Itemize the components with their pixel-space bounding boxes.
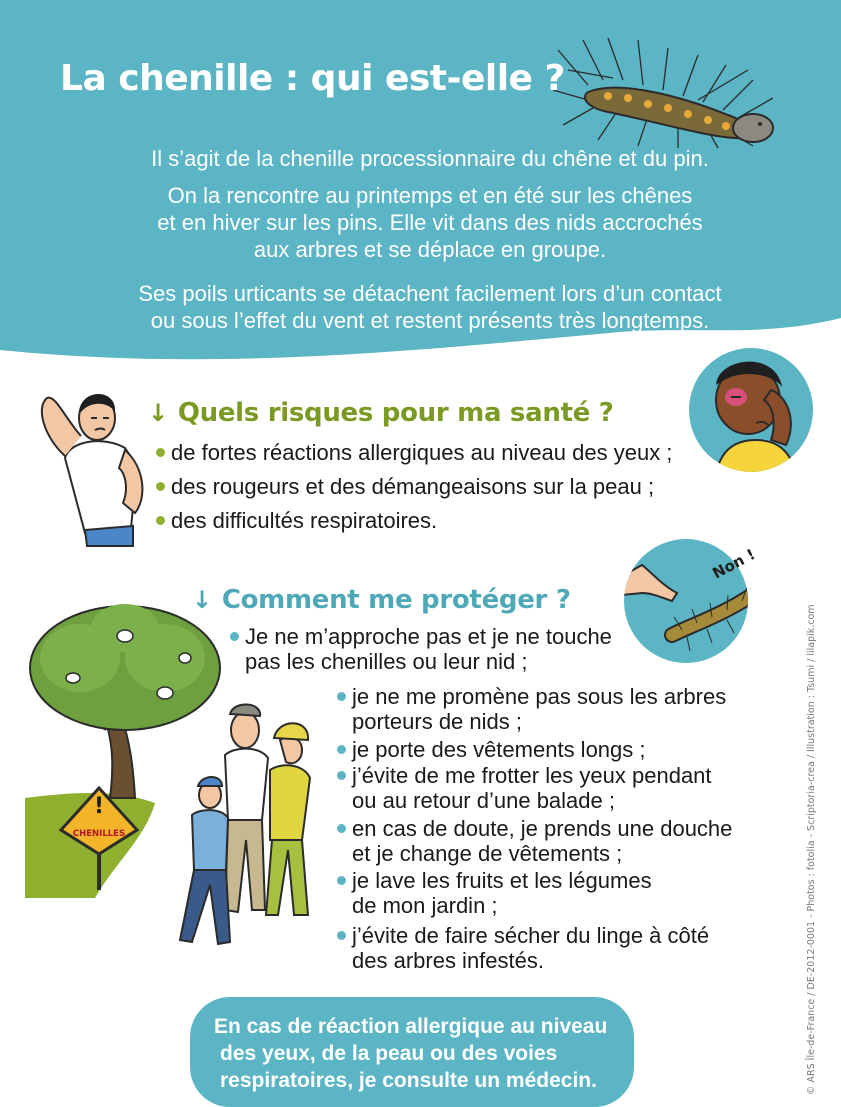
caterpillar-illustration [548, 30, 784, 150]
protection-heading [192, 585, 571, 615]
list-item-text: pas les chenilles ou leur nid ; [245, 649, 528, 674]
bullet-icon [337, 745, 346, 754]
protection-heading-text: Comment me protéger ? [221, 585, 571, 615]
list-item [337, 923, 709, 973]
intro-line: Ses poils urticants se détachent facilement lors d’un contact [138, 281, 722, 306]
list-item-text: je lave les fruits et les légumes [352, 868, 652, 893]
list-item-text: j’évite de faire sécher du linge à côté [352, 923, 710, 948]
intro-line: ou sous l’effet du vent et restent présents très longtemps. [150, 308, 710, 333]
list-item [156, 508, 672, 533]
footer-line: des yeux, de la peau ou des voies [220, 1042, 558, 1065]
list-item-text: j’évite de me frotter les yeux pendant [352, 763, 712, 788]
list-item-text: je ne me promène pas sous les arbres [352, 684, 727, 709]
intro-line: et en hiver sur les pins. Elle vit dans des nids accrochés [157, 210, 703, 235]
walking-family-illustration [170, 700, 340, 950]
risks-list [156, 440, 672, 533]
bullet-icon [337, 876, 346, 885]
risks-heading [148, 398, 614, 428]
bullet-icon [156, 448, 165, 457]
bullet-icon [337, 771, 346, 780]
exclamation-icon: ! [93, 794, 105, 819]
page-title: La chenille : qui est-elle ? [60, 58, 565, 99]
list-item [337, 763, 712, 813]
list-item-text: en cas de doute, je prends une douche [352, 816, 733, 841]
risks-heading-text: Quels risques pour ma santé ? [177, 398, 614, 428]
list-item-text: de fortes réactions allergiques au niveau des yeux ; [171, 440, 673, 465]
intro-line: On la rencontre au printemps et en été sur les chênes [167, 183, 693, 208]
footer-callout-text [214, 1013, 607, 1094]
list-item-text: porteurs de nids ; [352, 709, 522, 734]
list-item-text: des difficultés respiratoires. [171, 508, 438, 533]
list-item [156, 440, 672, 465]
list-item-text: ou au retour d’une balade ; [352, 788, 615, 813]
arrow-down-icon: ↓ [192, 586, 212, 614]
bullet-icon [156, 482, 165, 491]
list-item [337, 868, 652, 918]
bullet-icon [337, 692, 346, 701]
list-item [156, 474, 672, 499]
list-item-text: de mon jardin ; [352, 893, 498, 918]
footer-line: En cas de réaction allergique au niveau [214, 1015, 608, 1038]
list-item-text: des arbres infestés. [352, 948, 544, 973]
bullet-icon [337, 824, 346, 833]
intro-paragraph-3 [80, 280, 780, 334]
bullet-icon [156, 516, 165, 525]
bullet-icon [230, 632, 239, 641]
footer-line: respiratoires, je consulte un médecin. [220, 1069, 597, 1092]
list-item [337, 684, 726, 734]
list-item-text: et je change de vêtements ; [352, 841, 623, 866]
bullet-icon [337, 931, 346, 940]
list-item [337, 816, 732, 866]
intro-line: aux arbres et se déplace en groupe. [253, 237, 607, 262]
itchy-eye-girl-illustration [686, 345, 816, 475]
intro-paragraph-2 [80, 182, 780, 263]
intro-paragraph-1 [80, 145, 780, 172]
list-item [337, 737, 646, 762]
hand-caterpillar-warning-illustration [622, 535, 782, 665]
list-item-text: je porte des vêtements longs ; [352, 737, 646, 762]
list-item-text: des rougeurs et des démangeaisons sur la peau ; [171, 474, 655, 499]
list-item-text: Je ne m’approche pas et je ne touche [245, 624, 612, 649]
non-label: Non ! [709, 545, 759, 583]
sign-label: CHENILLES [72, 829, 126, 839]
man-scratching-illustration [25, 378, 165, 548]
arrow-down-icon: ↓ [148, 399, 168, 427]
list-item [230, 624, 612, 674]
intro-line: Il s’agit de la chenille processionnaire du chêne et du pin. [151, 146, 709, 171]
credits-text: © ARS Île-de-France / DE-2012-0001 - Photos : fotolia - Scriptoria-crea / Illustration : Tsumi / lilapik.com [806, 604, 817, 1095]
